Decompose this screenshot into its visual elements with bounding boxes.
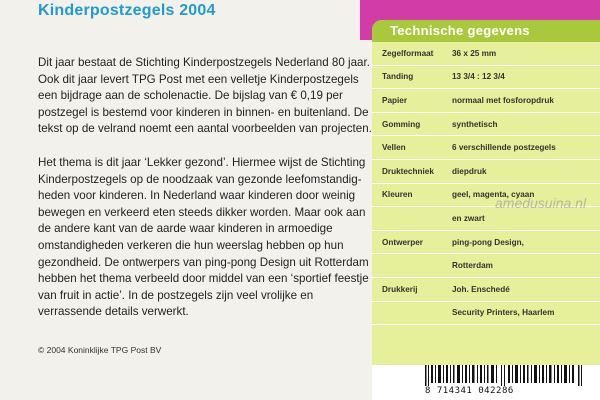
tech-label: Tanding xyxy=(382,72,414,82)
tech-row xyxy=(372,113,600,137)
tech-row xyxy=(372,278,600,302)
tech-value: synthetisch xyxy=(452,119,498,129)
tech-row xyxy=(372,160,600,184)
tech-value: 6 verschillende postzegels xyxy=(452,143,556,153)
tech-row xyxy=(372,89,600,113)
watermark: amedusuina.nl xyxy=(495,195,587,211)
tech-value: Joh. Enschedé xyxy=(452,284,510,294)
tech-value: Rotterdam xyxy=(452,261,493,271)
tech-heading: Technische gegevens xyxy=(372,20,600,42)
tech-value: geel, magenta, cyaan xyxy=(452,190,535,200)
copyright-notice: © 2004 Koninklijke TPG Post BV xyxy=(38,345,162,355)
tech-row xyxy=(372,42,600,66)
tech-value: 13 3/4 : 12 3/4 xyxy=(452,72,505,82)
tech-label: Papier xyxy=(382,95,408,105)
tech-label: Drukkerij xyxy=(382,284,418,294)
tech-label: Ontwerper xyxy=(382,237,423,247)
tech-value: diepdruk xyxy=(452,166,487,176)
tech-label: Kleuren xyxy=(382,190,413,200)
tech-table xyxy=(372,42,600,325)
tech-row xyxy=(372,302,600,326)
tech-row xyxy=(372,254,600,278)
tech-label: Druktechniek xyxy=(382,166,434,176)
barcode-icon xyxy=(425,365,585,386)
tech-value: Security Printers, Haarlem xyxy=(452,308,555,318)
tech-row xyxy=(372,231,600,255)
page-title: Kinderpostzegels 2004 xyxy=(38,2,216,19)
tech-value: 36 x 25 mm xyxy=(452,48,497,58)
tech-value: normaal met fosforopdruk xyxy=(452,95,554,105)
tech-row xyxy=(372,136,600,160)
tech-label: Vellen xyxy=(382,143,406,153)
tech-row xyxy=(372,66,600,90)
tech-value: en zwart xyxy=(452,213,485,223)
tech-value: ping-pong Design, xyxy=(452,237,524,247)
tech-label: Gomming xyxy=(382,119,421,129)
intro-paragraph: Dit jaar bestaat de Stichting Kinderpostzegels Nederland 80 jaar. Ook dit jaar levert TPG Post met een velletje Kinderpostzegels een bijdrage aan de scholenactie. De bijslag van € 0,19 per postzegel is bestemd voor kinderen in binnen- en buitenland. De tekst op de velrand noemt een aantal voorbeelden van projecten. xyxy=(38,56,372,136)
tech-label: Zegelformaat xyxy=(382,48,434,58)
barcode-number: 8 714341 042286 xyxy=(425,386,514,396)
theme-paragraph: Het thema is dit jaar ‘Lekker gezond’. Hiermee wijst de Stichting Kinderpostzegels op de noodzaak van gezonde leefomstandig-heden voor kinderen. In Nederland waar kinderen door weinig bewegen en verkeerd eten steeds dikker worden. Maar ook aan de andere kant van de aarde waar kinderen in armoedige omstandigheden verkeren die hun weerslag hebben op hun gezondheid. De ontwerpers van ping-pong Design uit Rotterdam hebben het thema verbeeld door middel van een ‘sportief feestje van fruit in actie’. In de postzegels zijn veel vrolijke en verrassende details verwerkt. xyxy=(38,156,369,319)
